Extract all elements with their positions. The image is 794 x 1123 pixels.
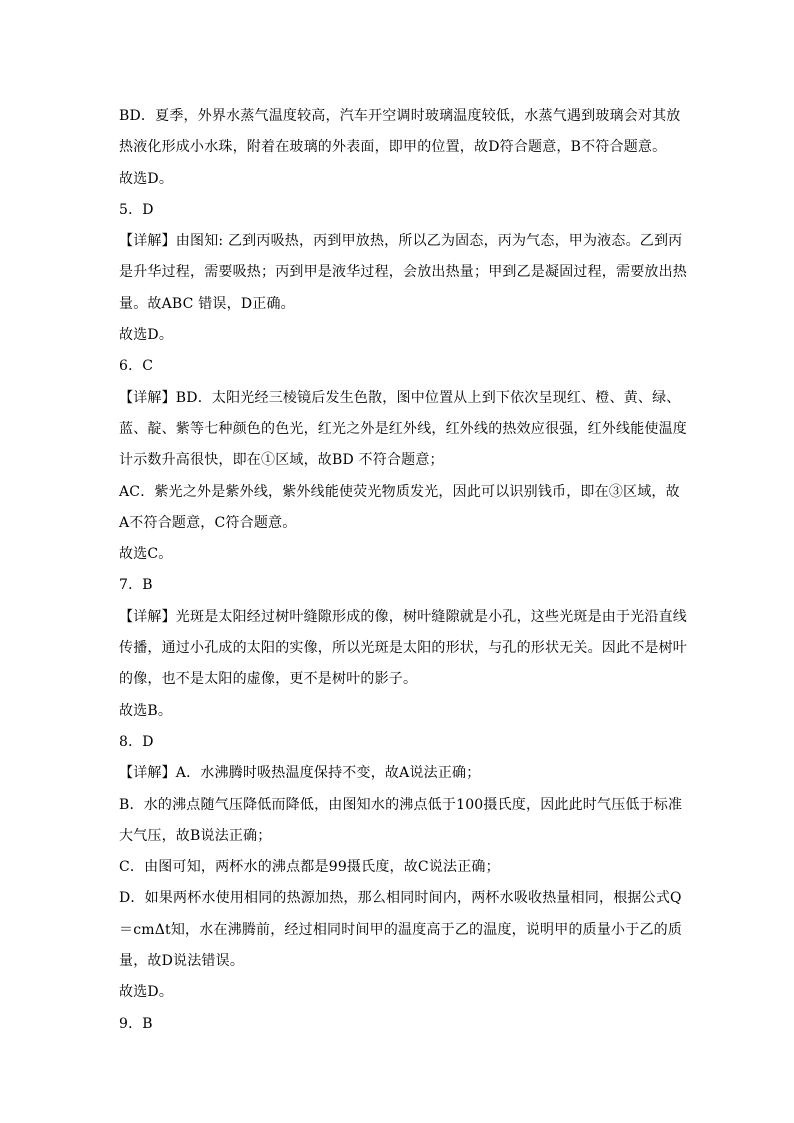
text-line: 量。故ABC 错误，D正确。 bbox=[119, 295, 295, 312]
text-line: 故选B。 bbox=[119, 702, 173, 719]
text-line: 大气压，故B说法正确； bbox=[119, 827, 272, 844]
text-line: ＝cmΔt知，水在沸腾前，经过相同时间甲的温度高于乙的温度，说明甲的质量小于乙的质 bbox=[119, 921, 683, 938]
text-line: B．水的沸点随气压降低而降低，由图知水的沸点低于100摄氏度，因此此时气压低于标准 bbox=[119, 796, 683, 813]
text-line: 故选C。 bbox=[119, 546, 173, 563]
text-line: 是升华过程，需要吸热；丙到甲是液华过程，会放出热量；甲到乙是凝固过程，需要放出热 bbox=[119, 264, 687, 281]
text-line: 蓝、靛、紫等七种颜色的色光，红光之外是红外线，红外线的热效应很强，红外线能使温度 bbox=[119, 420, 687, 437]
text-line: 故选D。 bbox=[119, 170, 174, 187]
text-line: C．由图可知，两杯水的沸点都是99摄氏度，故C说法正确； bbox=[119, 859, 500, 876]
text-line: 【详解】由图知: 乙到丙吸热，丙到甲放热，所以乙为固态，丙为气态，甲为液态。乙到丙 bbox=[119, 233, 683, 250]
text-line: A不符合题意，C符合题意。 bbox=[119, 514, 297, 531]
text-line: 的像，也不是太阳的虚像，更不是树叶的影子。 bbox=[119, 671, 418, 688]
text-line: 8．D bbox=[119, 733, 154, 750]
text-line: 故选D。 bbox=[119, 327, 174, 344]
text-line: BD．夏季，外界水蒸气温度较高，汽车开空调时玻璃温度较低，水蒸气遇到玻璃会对其放 bbox=[119, 108, 681, 124]
text-line: 计示数升高很快，即在①区域，故BD 不符合题意； bbox=[119, 452, 444, 469]
text-line: 9．B bbox=[119, 1015, 153, 1032]
text-line: 【详解】BD．太阳光经三棱镜后发生色散，图中位置从上到下依次呈现红、橙、黄、绿、 bbox=[119, 389, 681, 406]
answer-document bbox=[119, 101, 687, 1040]
text-line: 7．B bbox=[119, 577, 153, 594]
text-line: 量，故D说法错误。 bbox=[119, 953, 245, 970]
text-line: 6．C bbox=[119, 358, 154, 375]
text-line: 5．D bbox=[119, 201, 154, 218]
text-line: 【详解】光斑是太阳经过树叶缝隙形成的像，树叶缝隙就是小孔，这些光斑是由于光沿直线 bbox=[119, 608, 687, 625]
text-line: 热液化形成小水珠，附着在玻璃的外表面，即甲的位置，故D符合题意，B不符合题意。 bbox=[119, 139, 667, 156]
text-line: 【详解】A．水沸腾时吸热温度保持不变，故A说法正确； bbox=[119, 765, 481, 782]
text-line: 传播，通过小孔成的太阳的实像，所以光斑是太阳的形状，与孔的形状无关。因此不是树叶 bbox=[119, 640, 687, 657]
text-line: D．如果两杯水使用相同的热源加热，那么相同时间内，两杯水吸收热量相同，根据公式Q bbox=[119, 890, 682, 907]
text-line: AC．紫光之外是紫外线，紫外线能使荧光物质发光，因此可以识别钱币，即在③区域，故 bbox=[119, 483, 680, 500]
text-line: 故选D。 bbox=[119, 984, 174, 1001]
